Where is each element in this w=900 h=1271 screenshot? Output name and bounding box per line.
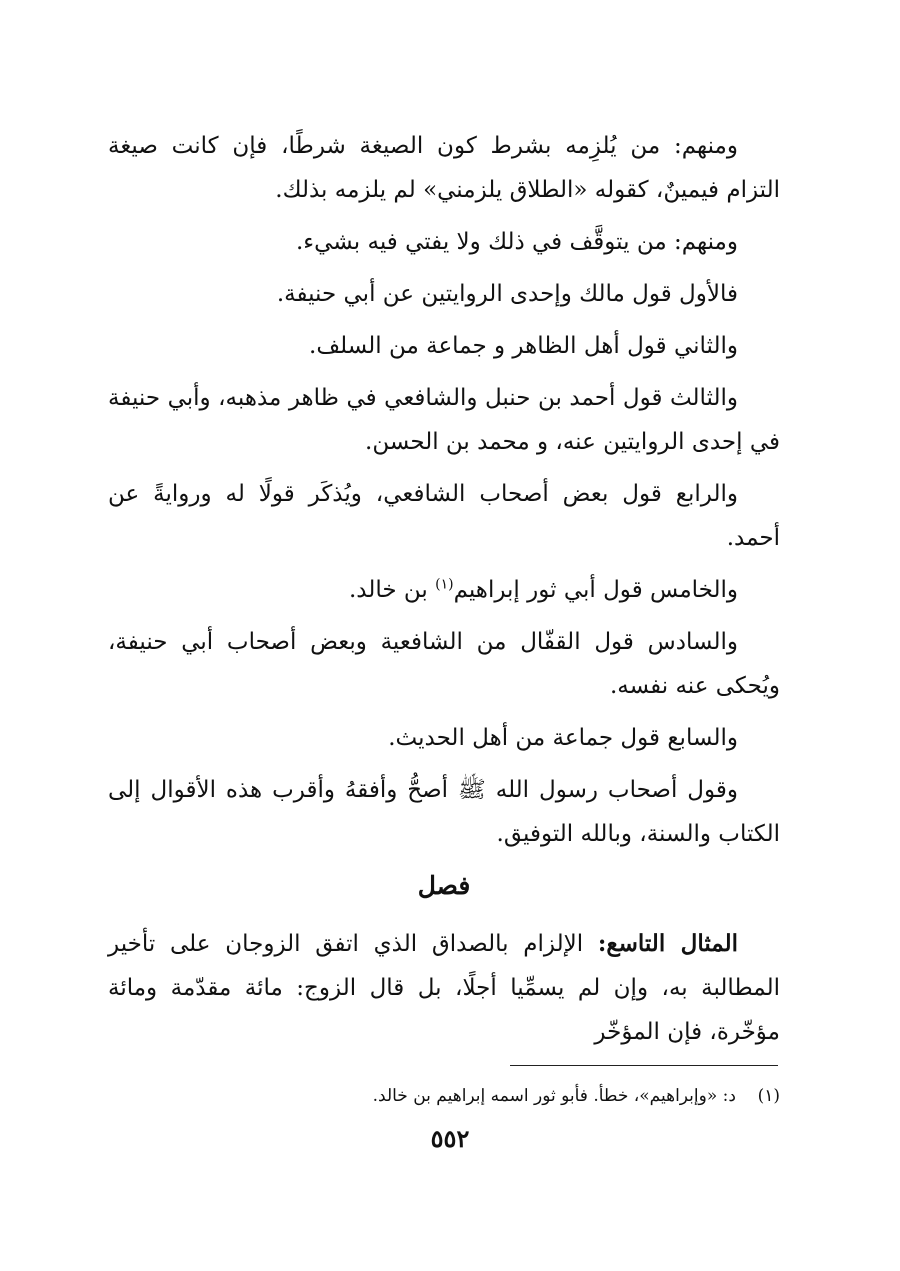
footnote-marker: (١) <box>757 1086 780 1106</box>
paragraph-2: ومنهم: من يتوقَّف في ذلك ولا يفتي فيه بشيء. <box>295 229 738 255</box>
section-heading: فصل <box>417 871 471 900</box>
footnote-divider <box>510 1065 778 1066</box>
main-text <box>108 124 780 856</box>
paragraph-7-text-end: بن خالد. <box>348 577 436 603</box>
paragraph-11-text: الإلزام بالصداق الذي اتفق الزوجان على تأخير المطالبة به، وإن لم يسمِّيا أجلًا، بل قال الزوج: مائة مقدّمة ومائة مؤخّرة، فإن المؤخّر <box>108 931 780 1045</box>
page-number: ٥٥٢ <box>430 1124 470 1153</box>
footnote <box>108 1080 780 1112</box>
section-text <box>108 922 780 1054</box>
paragraph-9: والسابع قول جماعة من أهل الحديث. <box>388 725 738 751</box>
footnote-reference[interactable]: (١) <box>435 576 454 593</box>
paragraph-3: فالأول قول مالك وإحدى الروايتين عن أبي حنيفة. <box>276 281 738 307</box>
footnote-text: د: «وإبراهيم»، خطأ. فأبو ثور اسمه إبراهيم بن خالد. <box>372 1086 736 1106</box>
paragraph-7 <box>108 568 780 612</box>
paragraph-10: وقول أصحاب رسول الله ﷺ أصحُّ وأفقهُ وأقرب هذه الأقوال إلى الكتاب والسنة، وبالله التوفيق. <box>108 777 780 847</box>
paragraph-4: والثاني قول أهل الظاهر و جماعة من السلف. <box>309 333 738 359</box>
paragraph-8: والسادس قول القفّال من الشافعية وبعض أصحاب أبي حنيفة، ويُحكى عنه نفسه. <box>108 629 780 699</box>
example-lead: المثال التاسع: <box>597 930 738 957</box>
paragraph-5: والثالث قول أحمد بن حنبل والشافعي في ظاهر مذهبه، وأبي حنيفة في إحدى الروايتين عنه، و محمد بن الحسن. <box>108 385 780 455</box>
paragraph-1: ومنهم: من يُلزِمه بشرط كون الصيغة شرطًا، فإن كانت صيغة التزام فيمينٌ، كقوله «الطلاق يلزمني» لم يلزمه بذلك. <box>108 133 780 203</box>
paragraph-6: والرابع قول بعض أصحاب الشافعي، ويُذكَر قولًا له وروايةً عن أحمد. <box>108 481 780 551</box>
paragraph-7-text: والخامس قول أبي ثور إبراهيم <box>453 577 738 603</box>
paragraph-11 <box>108 922 780 1054</box>
